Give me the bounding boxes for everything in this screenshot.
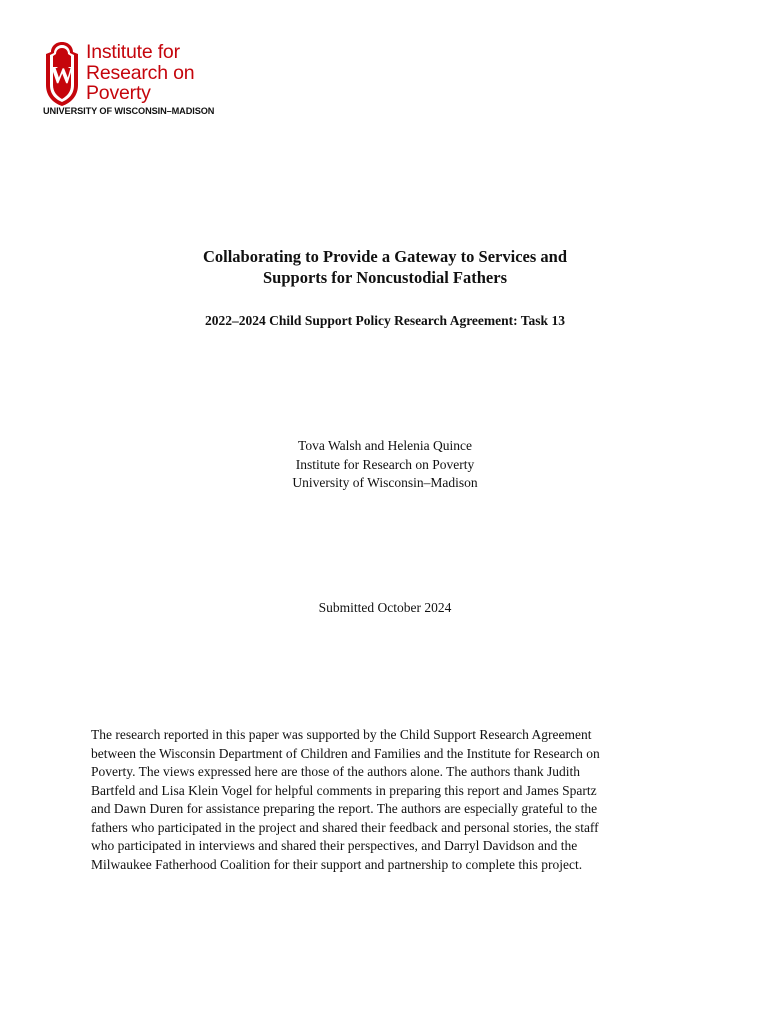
logo-wordmark <box>86 42 194 104</box>
report-title <box>0 246 770 288</box>
report-subtitle: 2022–2024 Child Support Policy Research Agreement: Task 13 <box>205 313 565 328</box>
ack-line: and Dawn Duren for assistance preparing the report. The authors are especially grateful to the <box>91 801 598 816</box>
ack-line: between the Wisconsin Department of Children and Families and the Institute for Research on <box>91 745 600 761</box>
author-block <box>0 437 770 493</box>
irp-logo <box>42 41 242 121</box>
svg-text:W: W <box>50 63 74 89</box>
ack-line: The research reported in this paper was supported by the Child Support Research Agreement <box>91 727 592 742</box>
logo-line-1: Institute for <box>86 41 180 63</box>
logo-line-3: Poverty <box>86 82 151 104</box>
logo-university: UNIVERSITY OF WISCONSIN–MADISON <box>43 106 215 116</box>
title-line-1: Collaborating to Provide a Gateway to Services and <box>202 247 568 266</box>
ack-line: Bartfeld and Lisa Klein Vogel for helpful comments in preparing this report and James Spartz <box>91 782 597 798</box>
submission-date: Submitted October 2024 <box>318 600 452 615</box>
ack-line: fathers who participated in the project and shared their feedback and personal stories, the staff <box>91 819 599 835</box>
author-names: Tova Walsh and Helenia Quince <box>298 438 472 453</box>
ack-line: who participated in interviews and shared their perspectives, and Darryl Davidson and the <box>91 838 578 853</box>
author-university: University of Wisconsin–Madison <box>292 475 478 490</box>
ack-line: Milwaukee Fatherhood Coalition for their support and partnership to complete this project. <box>91 856 583 872</box>
acknowledgment-paragraph <box>91 726 681 874</box>
title-line-2: Supports for Noncustodial Fathers <box>262 268 507 287</box>
uw-crest-icon <box>42 41 82 107</box>
ack-line: Poverty. The views expressed here are those of the authors alone. The authors thank Judith <box>91 764 580 779</box>
logo-line-2: Research on <box>86 61 195 84</box>
author-institute: Institute for Research on Poverty <box>295 456 475 472</box>
